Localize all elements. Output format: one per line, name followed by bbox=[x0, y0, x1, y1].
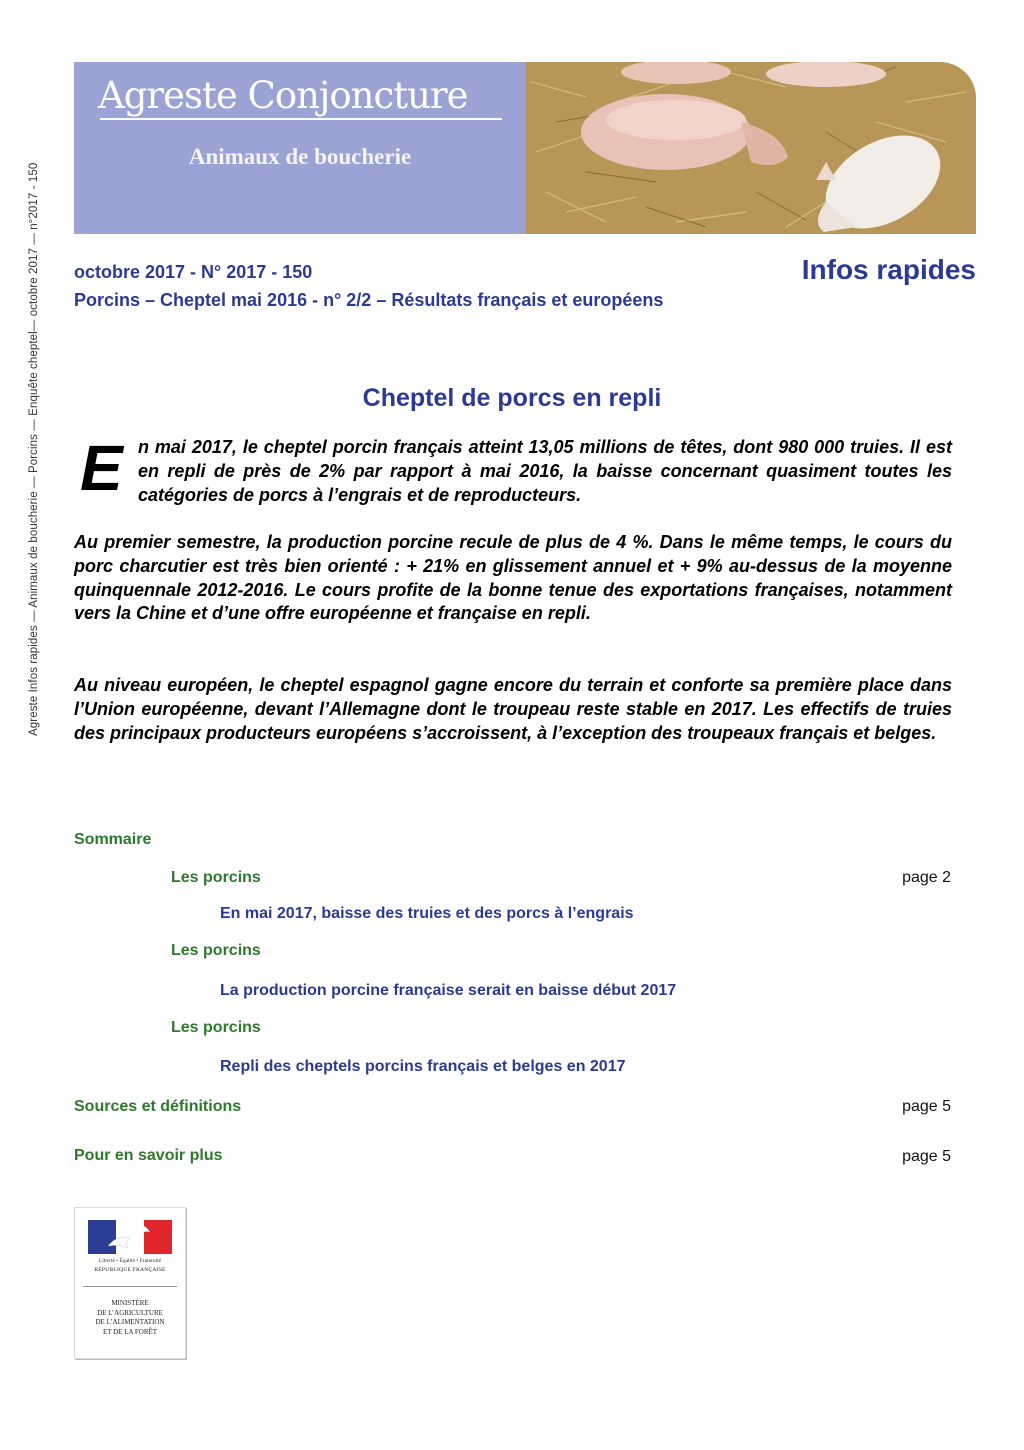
marianne-flag-icon bbox=[88, 1220, 172, 1254]
paragraph-europe: Au niveau européen, le cheptel espagnol gagne encore du terrain et conforte sa première place dans l’Union européenne, devant l’Allemagne dont le troupeau reste stable en 2017. Les effectifs de truies des principaux producteurs européens s’accroissent, à l’exception des troupeaux français et belges. bbox=[74, 675, 952, 743]
publication-banner bbox=[74, 62, 976, 234]
toc-more-page: page 5 bbox=[902, 1148, 951, 1165]
republic-motto: Liberté • Égalité • Fraternité bbox=[98, 1258, 162, 1264]
toc-subsection-2[interactable]: La production porcine française serait en baisse début 2017 bbox=[220, 982, 677, 999]
ministry-name: MINISTÈRE DE L’AGRICULTURE DE L’ALIMENTATION ET DE LA FORÊT bbox=[95, 1299, 165, 1336]
toc-title: Sommaire bbox=[74, 831, 152, 848]
banner-subtitle: Animaux de boucherie bbox=[188, 144, 412, 169]
republic-name: RÉPUBLIQUE FRANÇAISE bbox=[94, 1267, 166, 1273]
article-headline: Cheptel de porcs en repli bbox=[362, 384, 662, 412]
side-running-title: Agreste Infos rapides — Animaux de boucherie — Porcins — Enquête cheptel— octobre 2017 — n°2017 - 150 bbox=[28, 162, 40, 736]
brand-underline bbox=[100, 118, 502, 120]
publication-subtitle: Porcins – Cheptel mai 2016 - n° 2/2 – Résultats français et européens bbox=[74, 290, 664, 310]
toc-subsection-3[interactable]: Repli des cheptels porcins français et belges en 2017 bbox=[220, 1058, 626, 1075]
toc-page-1: page 2 bbox=[902, 869, 951, 886]
toc-sources-page: page 5 bbox=[902, 1098, 951, 1115]
toc-section-2[interactable]: Les porcins bbox=[171, 942, 261, 959]
ministry-logo bbox=[74, 1207, 186, 1359]
logo-divider bbox=[83, 1286, 177, 1287]
toc-section-3[interactable]: Les porcins bbox=[171, 1019, 261, 1036]
lead-paragraph: n mai 2017, le cheptel porcin français atteint 13,05 millions de têtes, dont 980 000 truies. Il est en repli de près de 2% par rapport à mai 2016, la baisse concernant quasiment toutes les catégories de porcs à l’engrais et de reproducteurs. bbox=[138, 437, 952, 505]
toc-sources[interactable]: Sources et définitions bbox=[74, 1098, 242, 1115]
paragraph-production: Au premier semestre, la production porcine recule de plus de 4 %. Dans le même temps, le cours du porc charcutier est très bien orienté : + 21% en glissement annuel et + 9% au-dessus de la moyenne quinquennale 2012-2016. Le cours profite de la bonne tenue des exportations françaises, notamment vers la Chine et d’une offre européenne et française en repli. bbox=[74, 532, 952, 624]
series-label: Infos rapides bbox=[801, 254, 976, 285]
pigs-photo bbox=[526, 62, 976, 234]
drop-cap: E bbox=[80, 432, 123, 504]
toc-subsection-1[interactable]: En mai 2017, baisse des truies et des porcs à l’engrais bbox=[220, 905, 634, 922]
issue-number: octobre 2017 - N° 2017 - 150 bbox=[74, 262, 313, 282]
toc-more[interactable]: Pour en savoir plus bbox=[74, 1147, 223, 1164]
brand-title: Agreste Conjoncture bbox=[98, 74, 468, 117]
toc-section-1[interactable]: Les porcins bbox=[171, 869, 261, 886]
banner-title-panel bbox=[74, 62, 526, 234]
